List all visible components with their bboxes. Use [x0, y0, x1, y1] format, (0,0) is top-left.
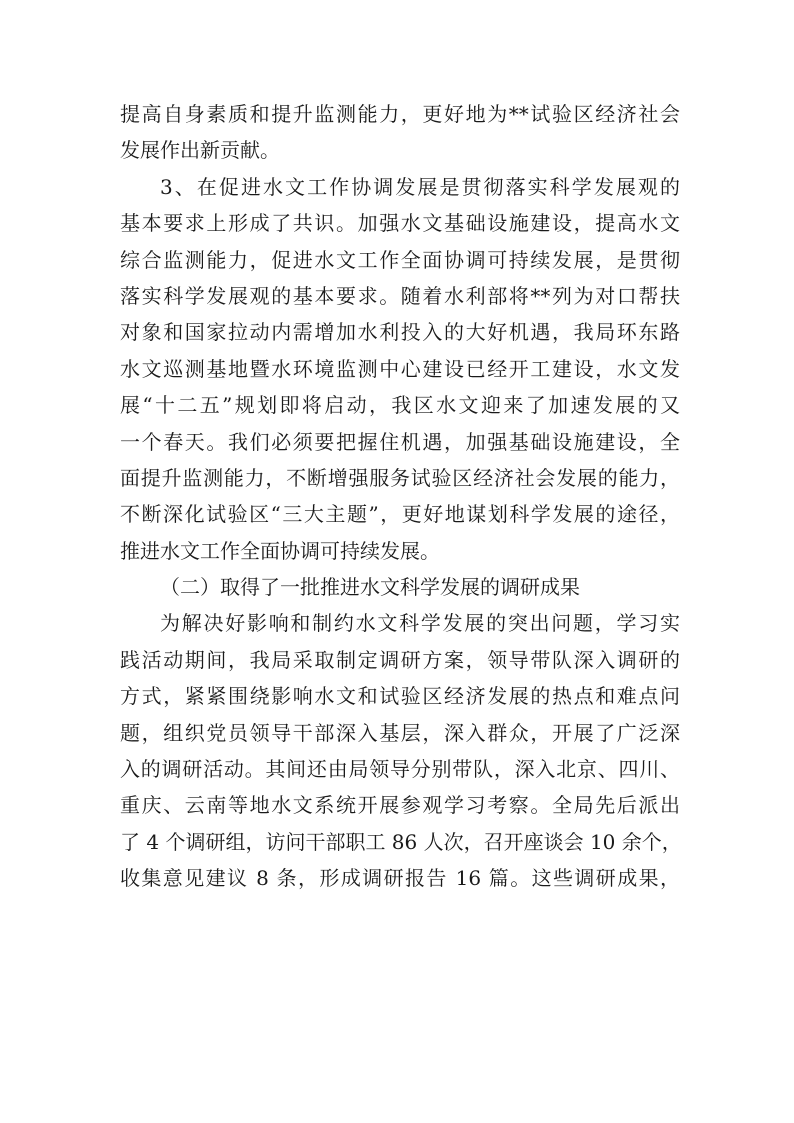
text-line: 一个春天。我们必须要把握住机遇，加强基础设施建设，全	[120, 429, 680, 454]
heading-line: （二）取得了一批推进水文科学发展的调研成果	[160, 575, 580, 600]
paragraph-research	[120, 605, 680, 896]
paragraph-continuation	[120, 96, 680, 169]
text-line: 为解决好影响和制约水文科学发展的突出问题，学习实	[160, 611, 680, 636]
text-line: 3、在促进水文工作协调发展是贯彻落实科学发展观的	[160, 174, 680, 199]
text-line: 对象和国家拉动内需增加水利投入的大好机遇，我局环东路	[120, 320, 680, 345]
document-body	[120, 96, 680, 897]
text-line: 践活动期间，我局采取制定调研方案，领导带队深入调研的	[120, 647, 680, 672]
text-line: 水文巡测基地暨水环境监测中心建设已经开工建设，水文发	[120, 356, 680, 381]
text-line: 发展作出新贡献。	[120, 138, 280, 163]
text-line: 综合监测能力，促进水文工作全面协调可持续发展，是贯彻	[120, 247, 680, 272]
text-line: 面提升监测能力，不断增强服务试验区经济社会发展的能力，	[120, 465, 680, 490]
text-line: 题，组织党员领导干部深入基层，深入群众，开展了广泛深	[120, 720, 680, 745]
text-line: 展“十二五”规划即将启动，我区水文迎来了加速发展的又	[120, 393, 680, 418]
text-line: 了 4 个调研组，访问干部职工 86 人次，召开座谈会 10 余个，	[120, 829, 682, 854]
text-line: 提高自身素质和提升监测能力，更好地为**试验区经济社会	[120, 102, 680, 126]
text-line: 收集意见建议 8 条，形成调研报告 16 篇。这些调研成果，	[120, 866, 680, 891]
text-line: 方式，紧紧围绕影响水文和试验区经济发展的热点和难点问	[120, 684, 680, 709]
section-heading	[120, 569, 680, 605]
text-line: 推进水文工作全面协调可持续发展。	[120, 538, 440, 563]
paragraph-consensus	[120, 169, 680, 569]
text-line: 不断深化试验区“三大主题”，更好地谋划科学发展的途径，	[120, 502, 680, 527]
text-line: 落实科学发展观的基本要求。随着水利部将**列为对口帮扶	[120, 283, 680, 308]
text-line: 基本要求上形成了共识。加强水文基础设施建设，提高水文	[120, 211, 680, 236]
text-line: 重庆、云南等地水文系统开展参观学习考察。全局先后派出	[120, 793, 680, 818]
text-line: 入的调研活动。其间还由局领导分别带队，深入北京、四川、	[120, 757, 680, 782]
